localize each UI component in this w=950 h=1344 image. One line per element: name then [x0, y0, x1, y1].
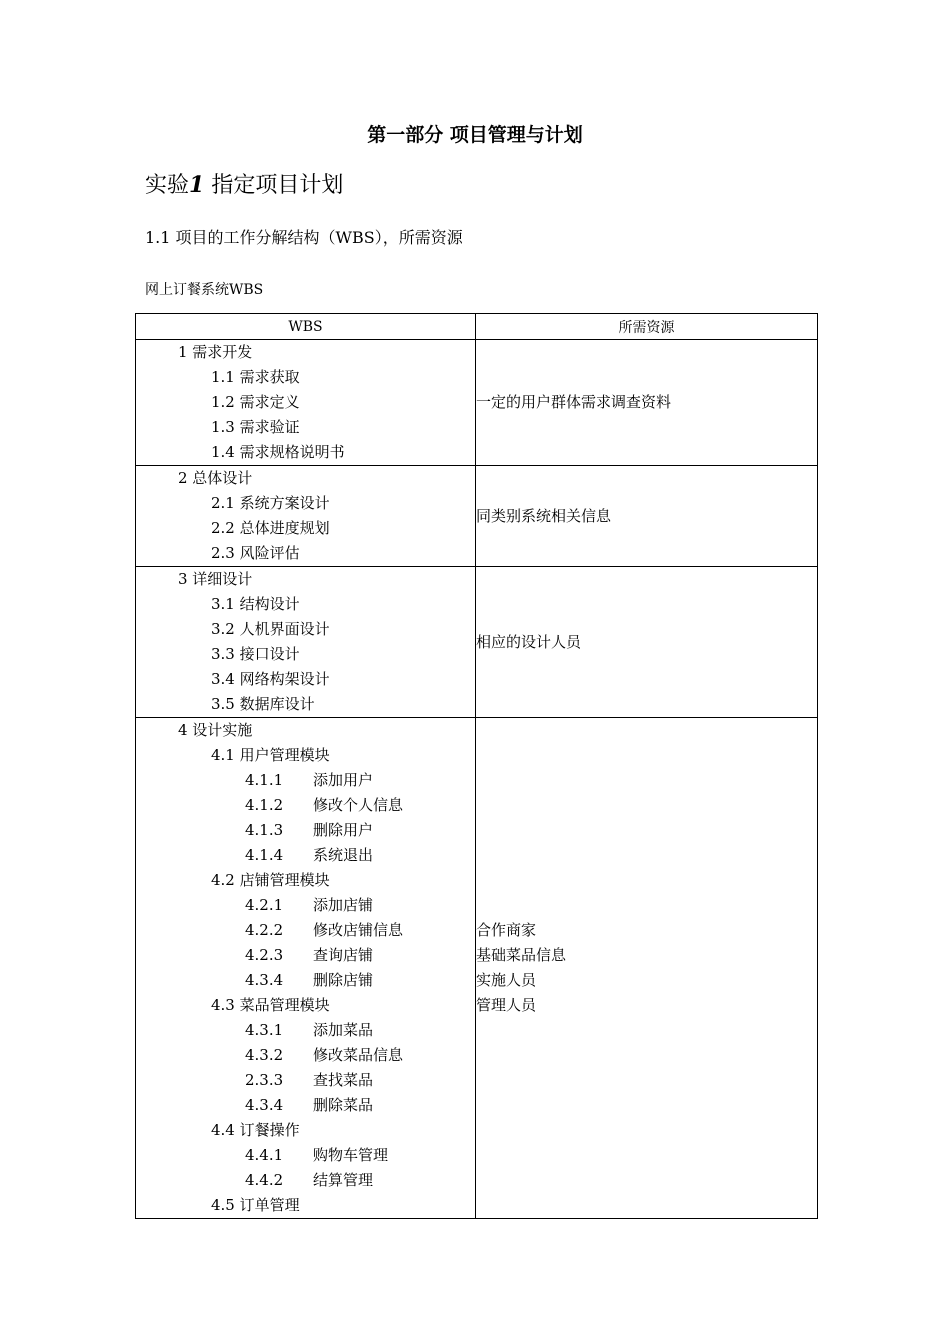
wbs-subitem-code: 4.2.1 — [245, 896, 284, 914]
wbs-item-label: 网络构架设计 — [239, 670, 330, 688]
resource-item: 管理人员 — [476, 996, 537, 1014]
resources-cell — [476, 340, 818, 466]
wbs-subitem — [136, 893, 475, 918]
wbs-subitem-label: 购物车管理 — [313, 1146, 389, 1164]
wbs-subitem-label: 添加用户 — [313, 771, 374, 789]
wbs-item — [136, 415, 475, 440]
wbs-subitem-code: 4.4.1 — [245, 1146, 284, 1164]
wbs-item-label: 菜品管理模块 — [239, 996, 330, 1014]
wbs-item-code: 2.2 — [211, 519, 235, 537]
section-title: 1.1 项目的工作分解结构（WBS），所需资源 — [145, 228, 463, 247]
header-wbs: WBS — [136, 314, 476, 340]
wbs-subitem-label: 修改菜品信息 — [313, 1046, 404, 1064]
wbs-group-title: 3 详细设计 — [178, 570, 253, 588]
wbs-subitem-label: 结算管理 — [313, 1171, 374, 1189]
wbs-subitem-label: 删除用户 — [313, 821, 374, 839]
wbs-subitem — [136, 943, 475, 968]
wbs-item — [136, 692, 475, 717]
wbs-item-code: 4.5 — [211, 1196, 235, 1214]
wbs-subitem-code: 4.2.3 — [245, 946, 284, 964]
wbs-item-code: 3.5 — [211, 695, 235, 713]
wbs-item — [136, 993, 475, 1018]
wbs-subitem — [136, 1168, 475, 1193]
wbs-subitem-label: 修改个人信息 — [313, 796, 404, 814]
wbs-subitem-code: 4.3.4 — [245, 971, 284, 989]
wbs-subitem — [136, 1093, 475, 1118]
resources-cell — [476, 567, 818, 718]
wbs-item-code: 3.4 — [211, 670, 235, 688]
table-header-row — [136, 314, 818, 340]
header-resources: 所需资源 — [476, 314, 818, 340]
wbs-item — [136, 642, 475, 667]
wbs-subitem — [136, 768, 475, 793]
wbs-subitem-code: 4.1.2 — [245, 796, 284, 814]
wbs-item-label: 风险评估 — [239, 544, 300, 562]
wbs-group-title: 2 总体设计 — [178, 469, 253, 487]
wbs-subitem — [136, 1043, 475, 1068]
wbs-cell — [136, 718, 476, 1219]
wbs-subitem — [136, 843, 475, 868]
wbs-item — [136, 541, 475, 566]
wbs-subitem — [136, 818, 475, 843]
wbs-item — [136, 1193, 475, 1218]
table-caption: 网上订餐系统WBS — [145, 282, 264, 298]
wbs-subitem — [136, 1018, 475, 1043]
wbs-item — [136, 868, 475, 893]
wbs-subitem-label: 系统退出 — [313, 846, 374, 864]
wbs-item-code: 1.2 — [211, 393, 235, 411]
wbs-subitem-label: 添加菜品 — [313, 1021, 374, 1039]
wbs-item — [136, 491, 475, 516]
wbs-table — [135, 313, 818, 1219]
wbs-subitem-label: 删除菜品 — [313, 1096, 374, 1114]
wbs-item-code: 4.2 — [211, 871, 235, 889]
wbs-subitem-code: 4.1.1 — [245, 771, 284, 789]
wbs-item-label: 订餐操作 — [239, 1121, 300, 1139]
wbs-item-label: 结构设计 — [239, 595, 300, 613]
wbs-item-label: 用户管理模块 — [239, 746, 330, 764]
wbs-subitem-code: 4.4.2 — [245, 1171, 284, 1189]
wbs-item-code: 3.2 — [211, 620, 235, 638]
wbs-subitem-code: 4.2.2 — [245, 921, 284, 939]
wbs-cell — [136, 466, 476, 567]
wbs-item-label: 店铺管理模块 — [239, 871, 330, 889]
experiment-title-prefix: 实验 — [145, 173, 190, 198]
wbs-subitem-code: 4.3.1 — [245, 1021, 284, 1039]
wbs-item-label: 需求定义 — [239, 393, 300, 411]
resource-item: 基础菜品信息 — [476, 946, 567, 964]
wbs-item — [136, 440, 475, 465]
experiment-title-text: 指定项目计划 — [204, 173, 344, 198]
wbs-item-label: 需求规格说明书 — [239, 443, 345, 461]
wbs-item — [136, 1118, 475, 1143]
wbs-item-label: 接口设计 — [239, 645, 300, 663]
wbs-subitem-code: 4.1.3 — [245, 821, 284, 839]
wbs-group-title: 1 需求开发 — [178, 343, 253, 361]
wbs-cell — [136, 340, 476, 466]
wbs-subitem-code: 4.3.4 — [245, 1096, 284, 1114]
wbs-item-code: 1.4 — [211, 443, 235, 461]
wbs-subitem — [136, 968, 475, 993]
wbs-item-label: 数据库设计 — [239, 695, 315, 713]
wbs-item — [136, 365, 475, 390]
part-title: 第一部分 项目管理与计划 — [367, 124, 583, 146]
wbs-item-code: 4.3 — [211, 996, 235, 1014]
table-row — [136, 567, 818, 718]
wbs-item-label: 人机界面设计 — [239, 620, 330, 638]
wbs-item-code: 1.1 — [211, 368, 235, 386]
wbs-item — [136, 516, 475, 541]
wbs-item-code: 3.3 — [211, 645, 235, 663]
resource-item: 一定的用户群体需求调查资料 — [476, 393, 672, 411]
resources-cell — [476, 466, 818, 567]
wbs-item-code: 4.1 — [211, 746, 235, 764]
wbs-item-label: 需求验证 — [239, 418, 300, 436]
wbs-subitem — [136, 918, 475, 943]
wbs-item — [136, 592, 475, 617]
wbs-item-label: 总体进度规划 — [239, 519, 330, 537]
resource-item: 同类别系统相关信息 — [476, 506, 612, 525]
wbs-cell — [136, 567, 476, 718]
wbs-group-title: 4 设计实施 — [178, 721, 253, 739]
wbs-subitem-label: 查询店铺 — [313, 946, 374, 964]
table-row — [136, 718, 818, 1219]
wbs-item-code: 4.4 — [211, 1121, 235, 1139]
table-row — [136, 340, 818, 466]
wbs-item — [136, 743, 475, 768]
wbs-subitem-code: 2.3.3 — [245, 1071, 284, 1089]
resource-item: 相应的设计人员 — [476, 632, 582, 651]
table-body — [136, 340, 818, 1219]
wbs-item-code: 2.3 — [211, 544, 235, 562]
wbs-subitem-label: 添加店铺 — [313, 896, 374, 914]
wbs-subitem — [136, 1068, 475, 1093]
wbs-item-label: 订单管理 — [239, 1196, 300, 1214]
wbs-item-code: 2.1 — [211, 494, 235, 512]
wbs-item-code: 1.3 — [211, 418, 235, 436]
wbs-subitem-code: 4.1.4 — [245, 846, 284, 864]
wbs-item-code: 3.1 — [211, 595, 235, 613]
wbs-item — [136, 667, 475, 692]
wbs-subitem — [136, 793, 475, 818]
resource-item: 合作商家 — [476, 921, 537, 939]
table-row — [136, 466, 818, 567]
wbs-subitem-label: 修改店铺信息 — [313, 921, 404, 939]
wbs-subitem-label: 查找菜品 — [313, 1071, 374, 1089]
wbs-item — [136, 617, 475, 642]
wbs-item-label: 系统方案设计 — [239, 494, 330, 512]
resource-item: 实施人员 — [476, 971, 537, 989]
resources-cell — [476, 718, 818, 1219]
wbs-subitem-label: 删除店铺 — [313, 971, 374, 989]
wbs-subitem — [136, 1143, 475, 1168]
wbs-item-label: 需求获取 — [239, 368, 300, 386]
wbs-item — [136, 390, 475, 415]
experiment-number: 1 — [189, 172, 205, 198]
experiment-title — [145, 171, 343, 200]
wbs-subitem-code: 4.3.2 — [245, 1046, 284, 1064]
